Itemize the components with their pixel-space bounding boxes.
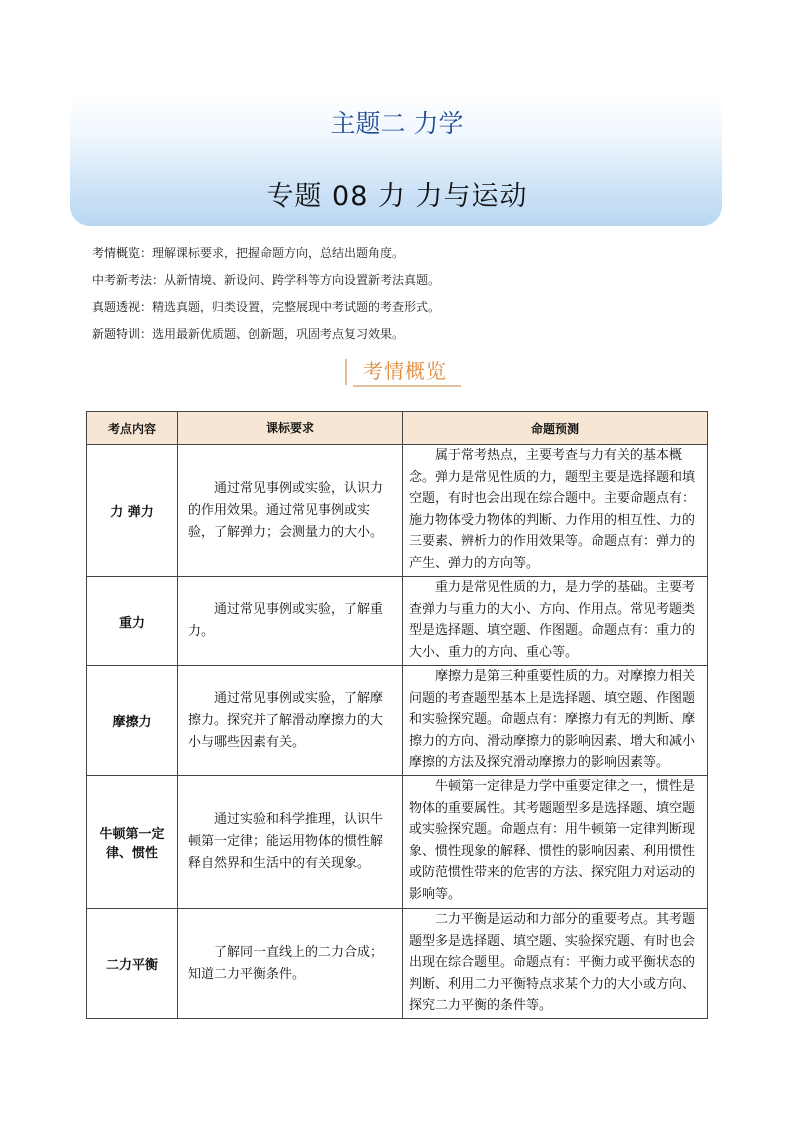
prediction-cell: 摩擦力是第三种重要性质的力。对摩擦力相关问题的考查题型基本上是选择题、填空题、作图题和实验探究题。命题点有：摩擦力有无的判断、摩擦力的方向、滑动摩擦力的影响因素、增大和减小摩擦的方法及探究滑动摩擦力的影响因素等。: [409, 669, 696, 770]
requirement-cell: 通过常见事例或实验，了解重力。: [188, 602, 384, 639]
table-header-row: [87, 412, 708, 445]
section-heading: [345, 353, 465, 391]
intro-item: [92, 294, 440, 321]
heading-bottom-rule: [353, 385, 461, 387]
requirement-cell: 了解同一直线上的二力合成；知道二力平衡条件。: [188, 944, 384, 982]
topic-cell: 重力: [87, 577, 178, 666]
topic-cell: 力 弹力: [87, 445, 178, 577]
intro-value: 从新情境、新设问、跨学科等方向设置新考法真题。: [164, 273, 441, 287]
intro-key: 中考新考法：: [92, 273, 165, 287]
intro-item: [92, 321, 440, 348]
chapter-title: 专题 08 力 力与运动: [266, 181, 528, 212]
intro-value: 选用最新优质题、创新题，巩固考点复习效果。: [152, 327, 405, 341]
table-row: [87, 666, 708, 776]
topic-cell: 摩擦力: [87, 666, 178, 776]
requirement-cell: 通过常见事例或实验，了解摩擦力。探究并了解滑动摩擦力的大小与哪些因素有关。: [188, 690, 384, 750]
topic-cell: 牛顿第一定律、惯性: [87, 776, 178, 909]
prediction-cell: 牛顿第一定律是力学中重要定律之一，惯性是物体的重要属性。其考题题型多是选择题、填空题或实验探究题。命题点有：用牛顿第一定律判断现象、惯性现象的解释、惯性的影响因素、利用惯性或防范惯性带来的危害的方法、探究阻力对运动的影响等。: [409, 779, 696, 902]
section-heading-text: 考情概览: [363, 359, 447, 383]
intro-item: [92, 240, 440, 267]
topic-cell: 二力平衡: [87, 909, 178, 1019]
topic-title: 主题二 力学: [330, 109, 464, 138]
prediction-cell: 二力平衡是运动和力部分的重要考点。其考题题型多是选择题、填空题、实验探究题、有时也会出现在综合题里。命题点有：平衡力或平衡状态的判断、利用二力平衡特点求某个力的大小或方向、探究二力平衡的条件等。: [409, 912, 696, 1013]
prediction-cell: 属于常考热点，主要考查与力有关的基本概念。弹力是常见性质的力，题型主要是选择题和填空题，有时也会出现在综合题中。主要命题点有：施力物体受力物体的判断、力作用的相互性、力的三要素、辨析力的作用效果等。命题点有：弹力的产生、弹力的方向等。: [409, 448, 696, 571]
intro-key: 考情概览：: [92, 246, 153, 260]
intro-value: 精选真题，归类设置，完整展现中考试题的考查形式。: [152, 300, 441, 314]
col-header-requirement: 课标要求: [178, 412, 403, 445]
table-row: [87, 445, 708, 577]
col-header-prediction: 命题预测: [403, 412, 708, 445]
exam-overview-table: [86, 411, 708, 1019]
requirement-cell: 通过常见事例或实验，认识力的作用效果。通过常见事例或实验，了解弹力；会测量力的大小。: [188, 480, 384, 540]
intro-item: [92, 267, 440, 294]
intro-key: 真题透视：: [92, 300, 153, 314]
heading-left-rule: [345, 359, 347, 385]
col-header-topic: 考点内容: [87, 412, 178, 445]
table-row: [87, 909, 708, 1019]
table-row: [87, 776, 708, 909]
prediction-cell: 重力是常见性质的力，是力学的基础。主要考查弹力与重力的大小、方向、作用点。常见考题类型是选择题、填空题、作图题。命题点有：重力的大小、重力的方向、重心等。: [409, 580, 696, 660]
intro-list: [92, 240, 440, 348]
intro-key: 新题特训：: [92, 327, 153, 341]
requirement-cell: 通过实验和科学推理，认识牛顿第一定律；能运用物体的惯性解释自然界和生活中的有关现象。: [188, 812, 384, 871]
table-row: [87, 577, 708, 666]
intro-value: 理解课标要求，把握命题方向，总结出题角度。: [152, 246, 405, 260]
